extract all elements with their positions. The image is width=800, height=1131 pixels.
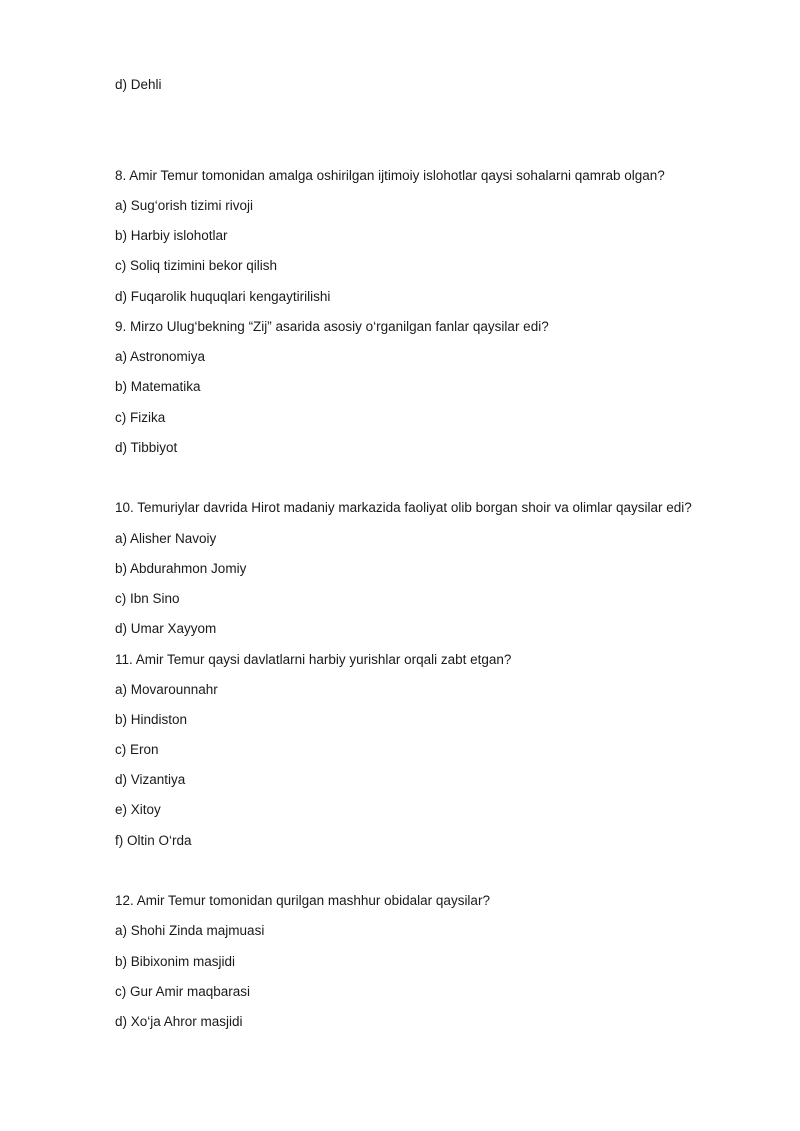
q10-option-a: a) Alisher Navoiy [115, 531, 217, 546]
q9-question: 9. Mirzo Ulug‘bekning “Zij” asarida asosiy o‘rganilgan fanlar qaysilar edi? [115, 319, 549, 334]
q9-option-d: d) Tibbiyot [115, 440, 178, 455]
q11-option-c: c) Eron [115, 742, 159, 757]
q9-option-c: c) Fizika [115, 410, 166, 425]
q11-option-f: f) Oltin O‘rda [115, 833, 192, 848]
q9-option-a: a) Astronomiya [115, 349, 206, 364]
q9-option-b: b) Matematika [115, 379, 201, 394]
q11-option-b: b) Hindiston [115, 712, 188, 727]
q10-option-c: c) Ibn Sino [115, 591, 180, 606]
q8-option-d: d) Fuqarolik huquqlari kengaytirilishi [115, 289, 331, 304]
q8-question: 8. Amir Temur tomonidan amalga oshirilgan ijtimoiy islohotlar qaysi sohalarni qamrab olgan? [115, 168, 665, 183]
q11-option-a: a) Movarounnahr [115, 682, 218, 697]
q10-option-d: d) Umar Xayyom [115, 621, 217, 636]
q12-question: 12. Amir Temur tomonidan qurilgan mashhur obidalar qaysilar? [115, 893, 490, 908]
q12-option-d: d) Xo‘ja Ahror masjidi [115, 1014, 243, 1029]
q12-option-a: a) Shohi Zinda majmuasi [115, 923, 265, 938]
q8-option-b: b) Harbiy islohotlar [115, 228, 228, 243]
q8-option-c: c) Soliq tizimini bekor qilish [115, 258, 278, 273]
q8-option-a: a) Sug‘orish tizimi rivoji [115, 198, 254, 213]
q10-option-b: b) Abdurahmon Jomiy [115, 561, 247, 576]
q12-option-c: c) Gur Amir maqbarasi [115, 984, 251, 999]
q11-question: 11. Amir Temur qaysi davlatlarni harbiy yurishlar orqali zabt etgan? [115, 652, 512, 667]
q12-option-b: b) Bibixonim masjidi [115, 954, 236, 969]
q11-option-d: d) Vizantiya [115, 772, 186, 787]
q11-option-e: e) Xitoy [115, 802, 161, 817]
q10-question: 10. Temuriylar davrida Hirot madaniy markazida faoliyat olib borgan shoir va olimlar qaysilar edi? [115, 500, 692, 515]
q7-option-d: d) Dehli [115, 77, 162, 92]
